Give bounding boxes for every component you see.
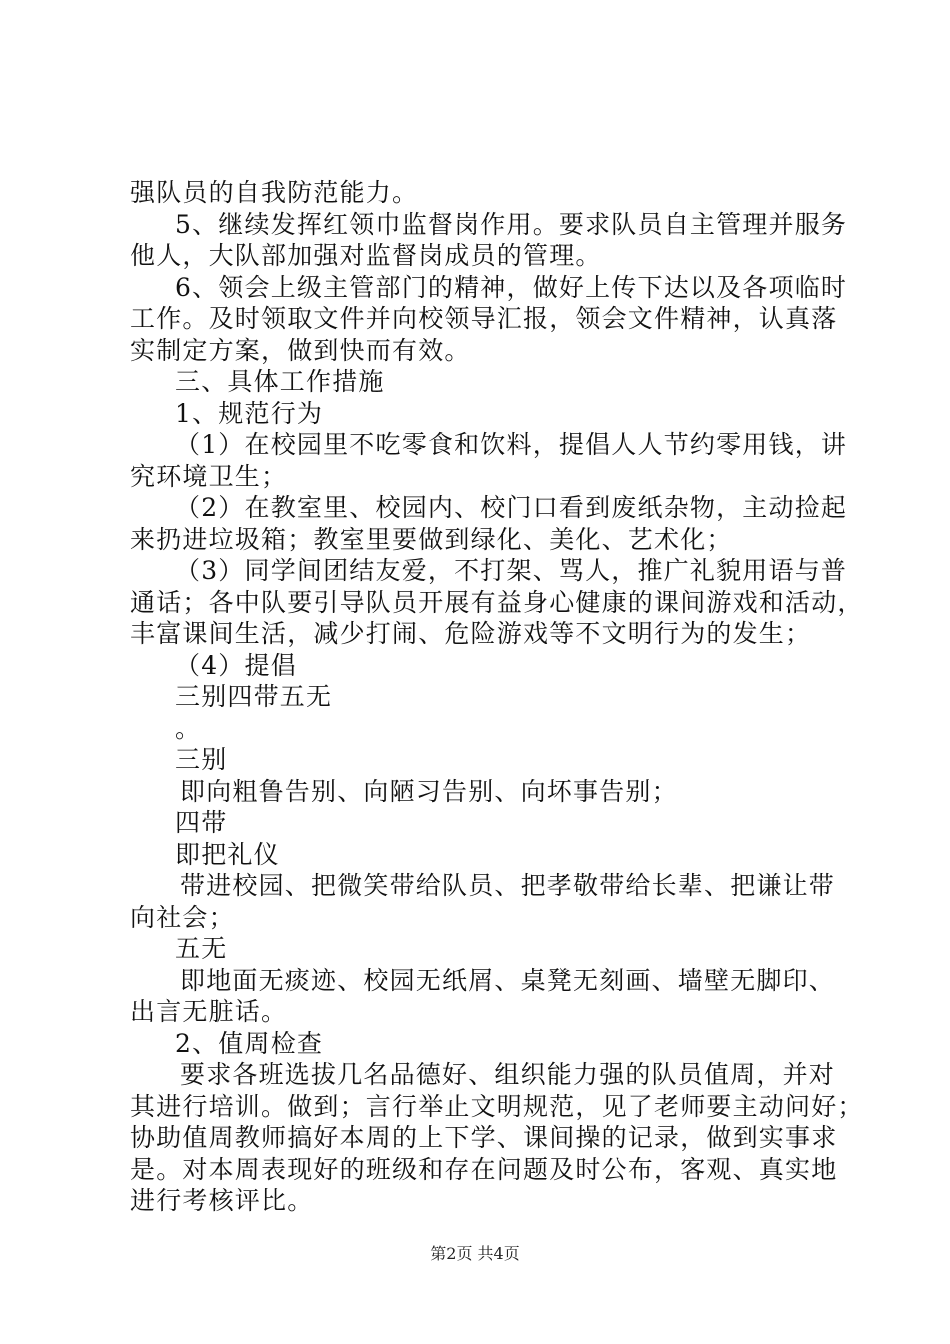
text-line: 他人，大队部加强对监督岗成员的管理。: [130, 241, 602, 270]
text-line: 协助值周教师搞好本周的上下学、课间操的记录，做到实事求: [130, 1123, 838, 1152]
text-line: （2）在教室里、校园内、校门口看到废纸杂物，主动捡起: [175, 493, 848, 522]
text-line: 是。对本周表现好的班级和存在问题及时公布，客观、真实地: [130, 1154, 838, 1184]
text-line: 其进行培训。做到；言行举止文明规范，见了老师要主动问好；: [130, 1091, 864, 1121]
text-line: 向社会；: [130, 902, 235, 932]
text-line: 即地面无痰迹、校园无纸屑、桌凳无刻画、墙壁无脚印、: [180, 965, 836, 995]
text-line: （1）在校园里不吃零食和饮料，提倡人人节约零用钱，讲: [175, 430, 848, 459]
text-line: 三别四带五无: [175, 682, 333, 711]
text-line: 。: [175, 713, 202, 743]
text-line: 即向粗鲁告别、向陋习告别、向坏事告别；: [180, 776, 678, 806]
text-line: 四带: [175, 808, 228, 837]
text-line: 2、值周检查: [175, 1028, 324, 1058]
text-line: 要求各班选拔几名品德好、组织能力强的队员值周，并对: [180, 1060, 836, 1089]
text-line: 1、规范行为: [175, 398, 324, 428]
text-line: 出言无脏话。: [130, 997, 288, 1026]
page-footer: 第2页 共4页: [430, 1244, 520, 1263]
text-line: 通话；各中队要引导队员开展有益身心健康的课间游戏和活动，: [130, 587, 864, 617]
text-line: 进行考核评比。: [130, 1186, 314, 1215]
text-line: 实制定方案，做到快而有效。: [130, 335, 471, 365]
text-line: 工作。及时领取文件并向校领导汇报，领会文件精神，认真落: [130, 304, 838, 333]
text-line: 5、继续发挥红领巾监督岗作用。要求队员自主管理并服务: [175, 209, 848, 239]
text-line: 丰富课间生活，减少打闹、危险游戏等不文明行为的发生；: [130, 619, 812, 648]
text-line: 即把礼仪: [175, 839, 280, 869]
text-line: 三、具体工作措施: [175, 367, 385, 396]
text-line: 强队员的自我防范能力。: [130, 178, 419, 207]
text-line: 来扔进垃圾箱；教室里要做到绿化、美化、艺术化；: [130, 524, 733, 554]
text-line: （3）同学间团结友爱，不打架、骂人，推广礼貌用语与普: [175, 556, 848, 585]
text-line: （4）提倡: [175, 650, 297, 680]
text-line: 究环境卫生；: [130, 461, 288, 491]
text-line: 6、领会上级主管部门的精神，做好上传下达以及各项临时: [175, 272, 848, 302]
text-line: 三别: [175, 745, 228, 774]
text-line: 五无: [175, 934, 228, 963]
text-line: 带进校园、把微笑带给队员、把孝敬带给长辈、把谦让带: [180, 871, 836, 900]
